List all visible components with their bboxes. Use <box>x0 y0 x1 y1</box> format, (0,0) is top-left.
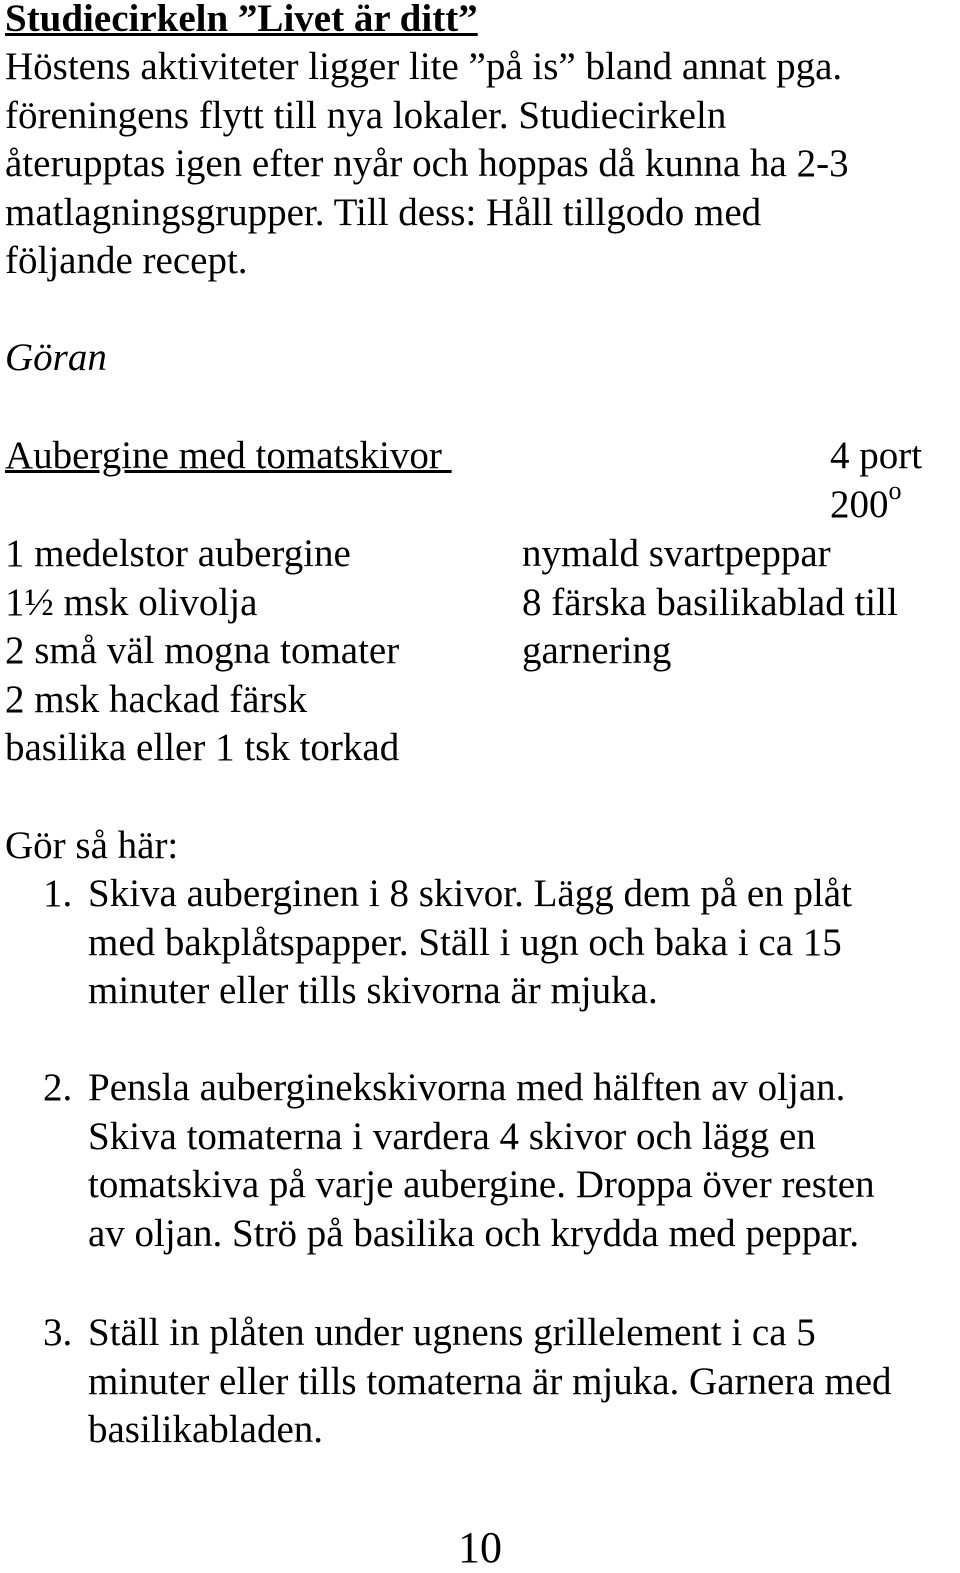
intro-line: Höstens aktiviteter ligger lite ”på is” bland annat pga. <box>5 45 843 88</box>
page-number: 10 <box>458 1523 502 1572</box>
step-line: minuter eller tills skivorna är mjuka. <box>88 969 658 1012</box>
ingredient-item: garnering <box>522 629 672 672</box>
step-line: basilikabladen. <box>88 1408 324 1451</box>
step-line: tomatskiva på varje aubergine. Droppa över resten <box>88 1163 875 1206</box>
page-title: Studiecirkeln ”Livet är ditt” <box>5 0 478 40</box>
step-text <box>88 870 852 1016</box>
instructions-heading: Gör så här: <box>5 824 179 867</box>
ingredient-list-left <box>5 530 399 773</box>
intro-line: återupptas igen efter nyår och hoppas då kunna ha 2-3 <box>5 142 849 185</box>
step-line: Pensla auberginekskivorna med hälften av oljan. <box>88 1066 846 1109</box>
ingredient-item: nymald svartpeppar <box>522 532 831 575</box>
recipe-portions: 4 port <box>830 434 923 477</box>
ingredient-item: 2 små väl mogna tomater <box>5 629 400 672</box>
intro-paragraph <box>5 43 905 286</box>
temperature-value: 200 <box>830 483 889 526</box>
step-text <box>88 1309 892 1455</box>
author-signature: Göran <box>5 336 107 379</box>
ingredient-item: 2 msk hackad färsk <box>5 677 308 721</box>
ingredient-list-right <box>522 530 898 676</box>
step-line: minuter eller tills tomaterna är mjuka. Garnera med <box>88 1359 892 1403</box>
step-line: med bakplåtspapper. Ställ i ugn och baka i ca 15 <box>88 920 842 964</box>
step-line: Skiva auberginen i 8 skivor. Lägg dem på en plåt <box>88 872 852 915</box>
step-line: Skiva tomaterna i vardera 4 skivor och lägg en <box>88 1114 816 1158</box>
step-line: Ställ in plåten under ugnens grillelement i ca 5 <box>88 1311 816 1354</box>
ingredient-item: 1 medelstor aubergine <box>5 532 351 575</box>
step-number: 2. <box>43 1066 73 1109</box>
step-line: av oljan. Strö på basilika och krydda med peppar. <box>88 1211 860 1255</box>
recipe-title: Aubergine med tomatskivor <box>5 434 452 477</box>
ingredient-item: 8 färska basilikablad till <box>522 580 898 624</box>
intro-line: föreningens flytt till nya lokaler. Studiecirkeln <box>5 93 727 137</box>
degree-sign: o <box>888 476 902 505</box>
intro-line: matlagningsgrupper. Till dess: Håll tillgodo med <box>5 190 762 234</box>
step-number: 1. <box>43 872 73 915</box>
step-number: 3. <box>43 1311 73 1354</box>
intro-line: följande recept. <box>5 239 248 282</box>
ingredient-item: basilika eller 1 tsk torkad <box>5 726 400 769</box>
oven-temperature <box>830 476 902 530</box>
step-text <box>88 1064 875 1258</box>
ingredient-item: 1½ msk olivolja <box>5 580 258 624</box>
